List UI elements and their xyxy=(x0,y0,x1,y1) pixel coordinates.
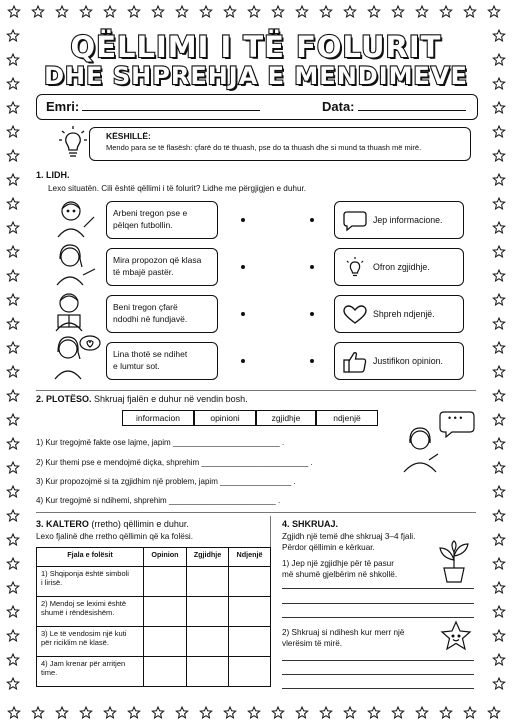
border-star xyxy=(32,6,43,17)
border-star xyxy=(56,6,67,17)
border-star xyxy=(176,6,187,17)
border-star xyxy=(128,707,139,718)
answer-line[interactable] xyxy=(282,588,474,589)
circle-option-opinion[interactable] xyxy=(144,567,187,597)
kids-illustrations xyxy=(40,197,102,387)
border-star xyxy=(493,174,504,185)
name-field[interactable] xyxy=(82,110,260,111)
divider-1 xyxy=(36,390,476,391)
border-star xyxy=(7,366,18,377)
circle-option-zgjidhje[interactable] xyxy=(187,597,229,627)
table-cell: 3) Le të vendosim një kuti për riciklim në klasë. xyxy=(37,627,144,657)
border-star xyxy=(7,222,18,233)
border-star xyxy=(7,270,18,281)
border-star xyxy=(80,707,91,718)
border-star xyxy=(493,390,504,401)
table-cell: 4) Jam krenar për arritjen time. xyxy=(37,657,144,687)
border-star xyxy=(464,707,475,718)
border-star xyxy=(7,534,18,545)
border-star xyxy=(320,707,331,718)
border-star xyxy=(488,6,499,17)
match-dot-right-1[interactable] xyxy=(310,218,314,222)
table-cell: 1) Shqiponja është simboli i lirisë. xyxy=(37,567,144,597)
fill-question-1[interactable]: 1) Kur tregojmë fakte ose lajme, japim ________________________ . xyxy=(36,438,285,447)
border-star xyxy=(493,150,504,161)
table-header: Fjala e folësit xyxy=(37,548,144,567)
match-dot-right-4[interactable] xyxy=(310,359,314,363)
answer-line[interactable] xyxy=(282,674,474,675)
border-star xyxy=(320,6,331,17)
border-star xyxy=(7,246,18,257)
border-star xyxy=(368,707,379,718)
section3-instruction: Lexo fjalinë dhe rretho qëllimin që ka folësi. xyxy=(36,532,194,541)
border-star xyxy=(493,510,504,521)
circle-option-ndjenje[interactable] xyxy=(229,627,271,657)
section4-instruction-2: Përdor qëllimin e kërkuar. xyxy=(282,543,375,552)
task1-line2: më shumë gjelbërim në shkollë. xyxy=(282,570,398,579)
match-dot-left-1[interactable] xyxy=(241,218,245,222)
circle-option-opinion[interactable] xyxy=(144,657,187,687)
tip-text: Mendo para se të flasësh: çfarë do të thuash, pse do ta thuash dhe si mund ta thuash më mirë. xyxy=(106,143,422,152)
table-header: Ndjenjë xyxy=(229,548,271,567)
divider-2 xyxy=(36,512,476,513)
border-star xyxy=(7,318,18,329)
word-bank-item-3: zgjidhje xyxy=(256,410,316,426)
match-dot-right-3[interactable] xyxy=(310,312,314,316)
border-star xyxy=(7,654,18,665)
section4-instruction-1: Zgjidh një temë dhe shkruaj 3–4 fjali. xyxy=(282,532,416,541)
border-star xyxy=(7,102,18,113)
circle-option-ndjenje[interactable] xyxy=(229,657,271,687)
answer-box-4: Justifikon opinion. xyxy=(334,342,464,380)
border-star xyxy=(7,462,18,473)
border-star xyxy=(272,6,283,17)
border-star xyxy=(7,486,18,497)
border-star xyxy=(200,707,211,718)
border-star xyxy=(493,678,504,689)
fill-question-2[interactable]: 2) Kur themi pse e mendojmë diçka, shprehim ________________________ . xyxy=(36,458,313,467)
border-star xyxy=(493,558,504,569)
border-star xyxy=(224,707,235,718)
smiling-star-icon xyxy=(440,620,472,652)
border-star xyxy=(248,707,259,718)
border-star xyxy=(128,6,139,17)
table-header-row xyxy=(37,548,271,567)
border-star xyxy=(493,486,504,497)
task2-line2: vlerësim të mirë. xyxy=(282,639,343,648)
tip-heading: KËSHILLË: xyxy=(106,131,151,141)
border-star xyxy=(440,6,451,17)
circle-option-opinion[interactable] xyxy=(144,627,187,657)
border-star xyxy=(493,270,504,281)
section1-heading: 1. LIDH. xyxy=(36,170,70,180)
answer-box-2: Ofron zgjidhje. xyxy=(334,248,464,286)
table-row xyxy=(37,657,271,687)
border-star xyxy=(7,414,18,425)
purpose-table xyxy=(36,547,271,687)
border-star xyxy=(493,126,504,137)
answer-line[interactable] xyxy=(282,660,474,661)
border-star xyxy=(493,606,504,617)
section3-heading: 3. KALTERO (rretho) qëllimin e duhur. xyxy=(36,519,189,529)
lightbulb-icon xyxy=(343,256,367,280)
date-label: Data: xyxy=(322,99,355,114)
border-star xyxy=(152,707,163,718)
title-line-1: QËLLIMI I TË FOLURIT xyxy=(70,30,442,64)
border-star xyxy=(493,342,504,353)
border-star xyxy=(80,6,91,17)
border-star xyxy=(493,414,504,425)
table-row xyxy=(37,597,271,627)
border-star xyxy=(152,6,163,17)
border-star xyxy=(493,102,504,113)
situation-card-3: Beni tregon çfarë ndodhi në fundjavë. xyxy=(106,295,218,333)
border-star xyxy=(7,630,18,641)
answer-line[interactable] xyxy=(282,603,474,604)
border-star xyxy=(344,707,355,718)
border-star xyxy=(56,707,67,718)
border-star xyxy=(8,6,19,17)
border-star xyxy=(493,318,504,329)
border-star xyxy=(7,678,18,689)
border-star xyxy=(392,6,403,17)
section2-heading: 2. PLOTËSO. Shkruaj fjalën e duhur në vendin bosh. xyxy=(36,394,248,404)
name-label: Emri: xyxy=(46,99,80,114)
border-star xyxy=(440,707,451,718)
border-star xyxy=(248,6,259,17)
table-cell: 2) Mendoj se leximi është shumë i rëndësishëm. xyxy=(37,597,144,627)
border-star xyxy=(488,707,499,718)
answer-line[interactable] xyxy=(282,617,474,618)
border-star xyxy=(416,6,427,17)
border-star xyxy=(7,126,18,137)
table-row xyxy=(37,567,271,597)
border-star xyxy=(32,707,43,718)
border-star xyxy=(8,707,19,718)
border-star xyxy=(296,6,307,17)
border-star xyxy=(7,150,18,161)
border-star xyxy=(493,654,504,665)
border-star xyxy=(493,198,504,209)
circle-option-zgjidhje[interactable] xyxy=(187,627,229,657)
border-star xyxy=(344,6,355,17)
word-bank-item-2: opinioni xyxy=(194,410,256,426)
border-star xyxy=(7,294,18,305)
border-star xyxy=(464,6,475,17)
border-star xyxy=(7,342,18,353)
border-star xyxy=(493,222,504,233)
title-line-2: DHE SHPREHJA E MENDIMEVE xyxy=(44,62,468,90)
match-dot-left-2[interactable] xyxy=(241,265,245,269)
border-star xyxy=(104,707,115,718)
table-header: Opinion xyxy=(144,548,187,567)
border-star xyxy=(493,246,504,257)
thumbs-up-icon xyxy=(343,350,367,374)
border-star xyxy=(493,438,504,449)
task2-line1: 2) Shkruaj si ndihesh kur merr një xyxy=(282,628,405,637)
border-star xyxy=(493,462,504,473)
word-bank-item-1: informacion xyxy=(122,410,194,426)
date-field[interactable] xyxy=(358,110,466,111)
situation-card-2: Mira propozon që klasa të mbajë pastër. xyxy=(106,248,218,286)
border-star xyxy=(493,294,504,305)
circle-option-zgjidhje[interactable] xyxy=(187,567,229,597)
answer-box-3: Shpreh ndjenjë. xyxy=(334,295,464,333)
section4-heading: 4. SHKRUAJ. xyxy=(282,519,339,529)
word-bank-item-4: ndjenjë xyxy=(316,410,378,426)
border-star xyxy=(296,707,307,718)
answer-line[interactable] xyxy=(282,688,474,689)
girl-speaking-illustration xyxy=(396,410,476,476)
table-header: Zgjidhje xyxy=(187,548,229,567)
match-dot-left-3[interactable] xyxy=(241,312,245,316)
border-star xyxy=(224,6,235,17)
task1-line1: 1) Jep një zgjidhje për të pasur xyxy=(282,559,394,568)
circle-option-ndjenje[interactable] xyxy=(229,597,271,627)
circle-option-zgjidhje[interactable] xyxy=(187,657,229,687)
border-star xyxy=(7,582,18,593)
border-star xyxy=(416,707,427,718)
border-star xyxy=(493,366,504,377)
situation-card-4: Lina thotë se ndihet e lumtur sot. xyxy=(106,342,218,380)
border-star xyxy=(104,6,115,17)
match-dot-left-4[interactable] xyxy=(241,359,245,363)
match-dot-right-2[interactable] xyxy=(310,265,314,269)
border-star xyxy=(493,582,504,593)
circle-option-ndjenje[interactable] xyxy=(229,567,271,597)
fill-question-3[interactable]: 3) Kur propozojmë si ta zgjidhim një problem, japim ________________ . xyxy=(36,477,296,486)
speech-bubble-dots: • • • xyxy=(448,413,463,423)
border-star xyxy=(7,438,18,449)
border-star xyxy=(176,707,187,718)
border-star xyxy=(7,510,18,521)
name-date-bar xyxy=(36,94,478,120)
section1-instruction: Lexo situatën. Cili është qëllimi i të folurit? Lidhe me përgjigjen e duhur. xyxy=(48,184,307,193)
potted-plant-icon xyxy=(436,540,472,584)
border-star xyxy=(200,6,211,17)
border-star xyxy=(7,606,18,617)
table-row xyxy=(37,627,271,657)
border-star xyxy=(7,390,18,401)
answer-box-1: Jep informacione. xyxy=(334,201,464,239)
lightbulb-icon xyxy=(58,124,88,162)
speech-bubble-icon xyxy=(343,210,367,232)
border-star xyxy=(493,534,504,545)
border-star xyxy=(272,707,283,718)
fill-question-4[interactable]: 4) Kur tregojmë si ndihemi, shprehim ________________________ . xyxy=(36,496,281,505)
border-star xyxy=(392,707,403,718)
circle-option-opinion[interactable] xyxy=(144,597,187,627)
border-star xyxy=(493,630,504,641)
heart-icon xyxy=(343,305,367,325)
border-star xyxy=(7,198,18,209)
border-star xyxy=(368,6,379,17)
border-star xyxy=(7,558,18,569)
situation-card-1: Arbeni tregon pse e pëlqen futbollin. xyxy=(106,201,218,239)
border-star xyxy=(7,174,18,185)
